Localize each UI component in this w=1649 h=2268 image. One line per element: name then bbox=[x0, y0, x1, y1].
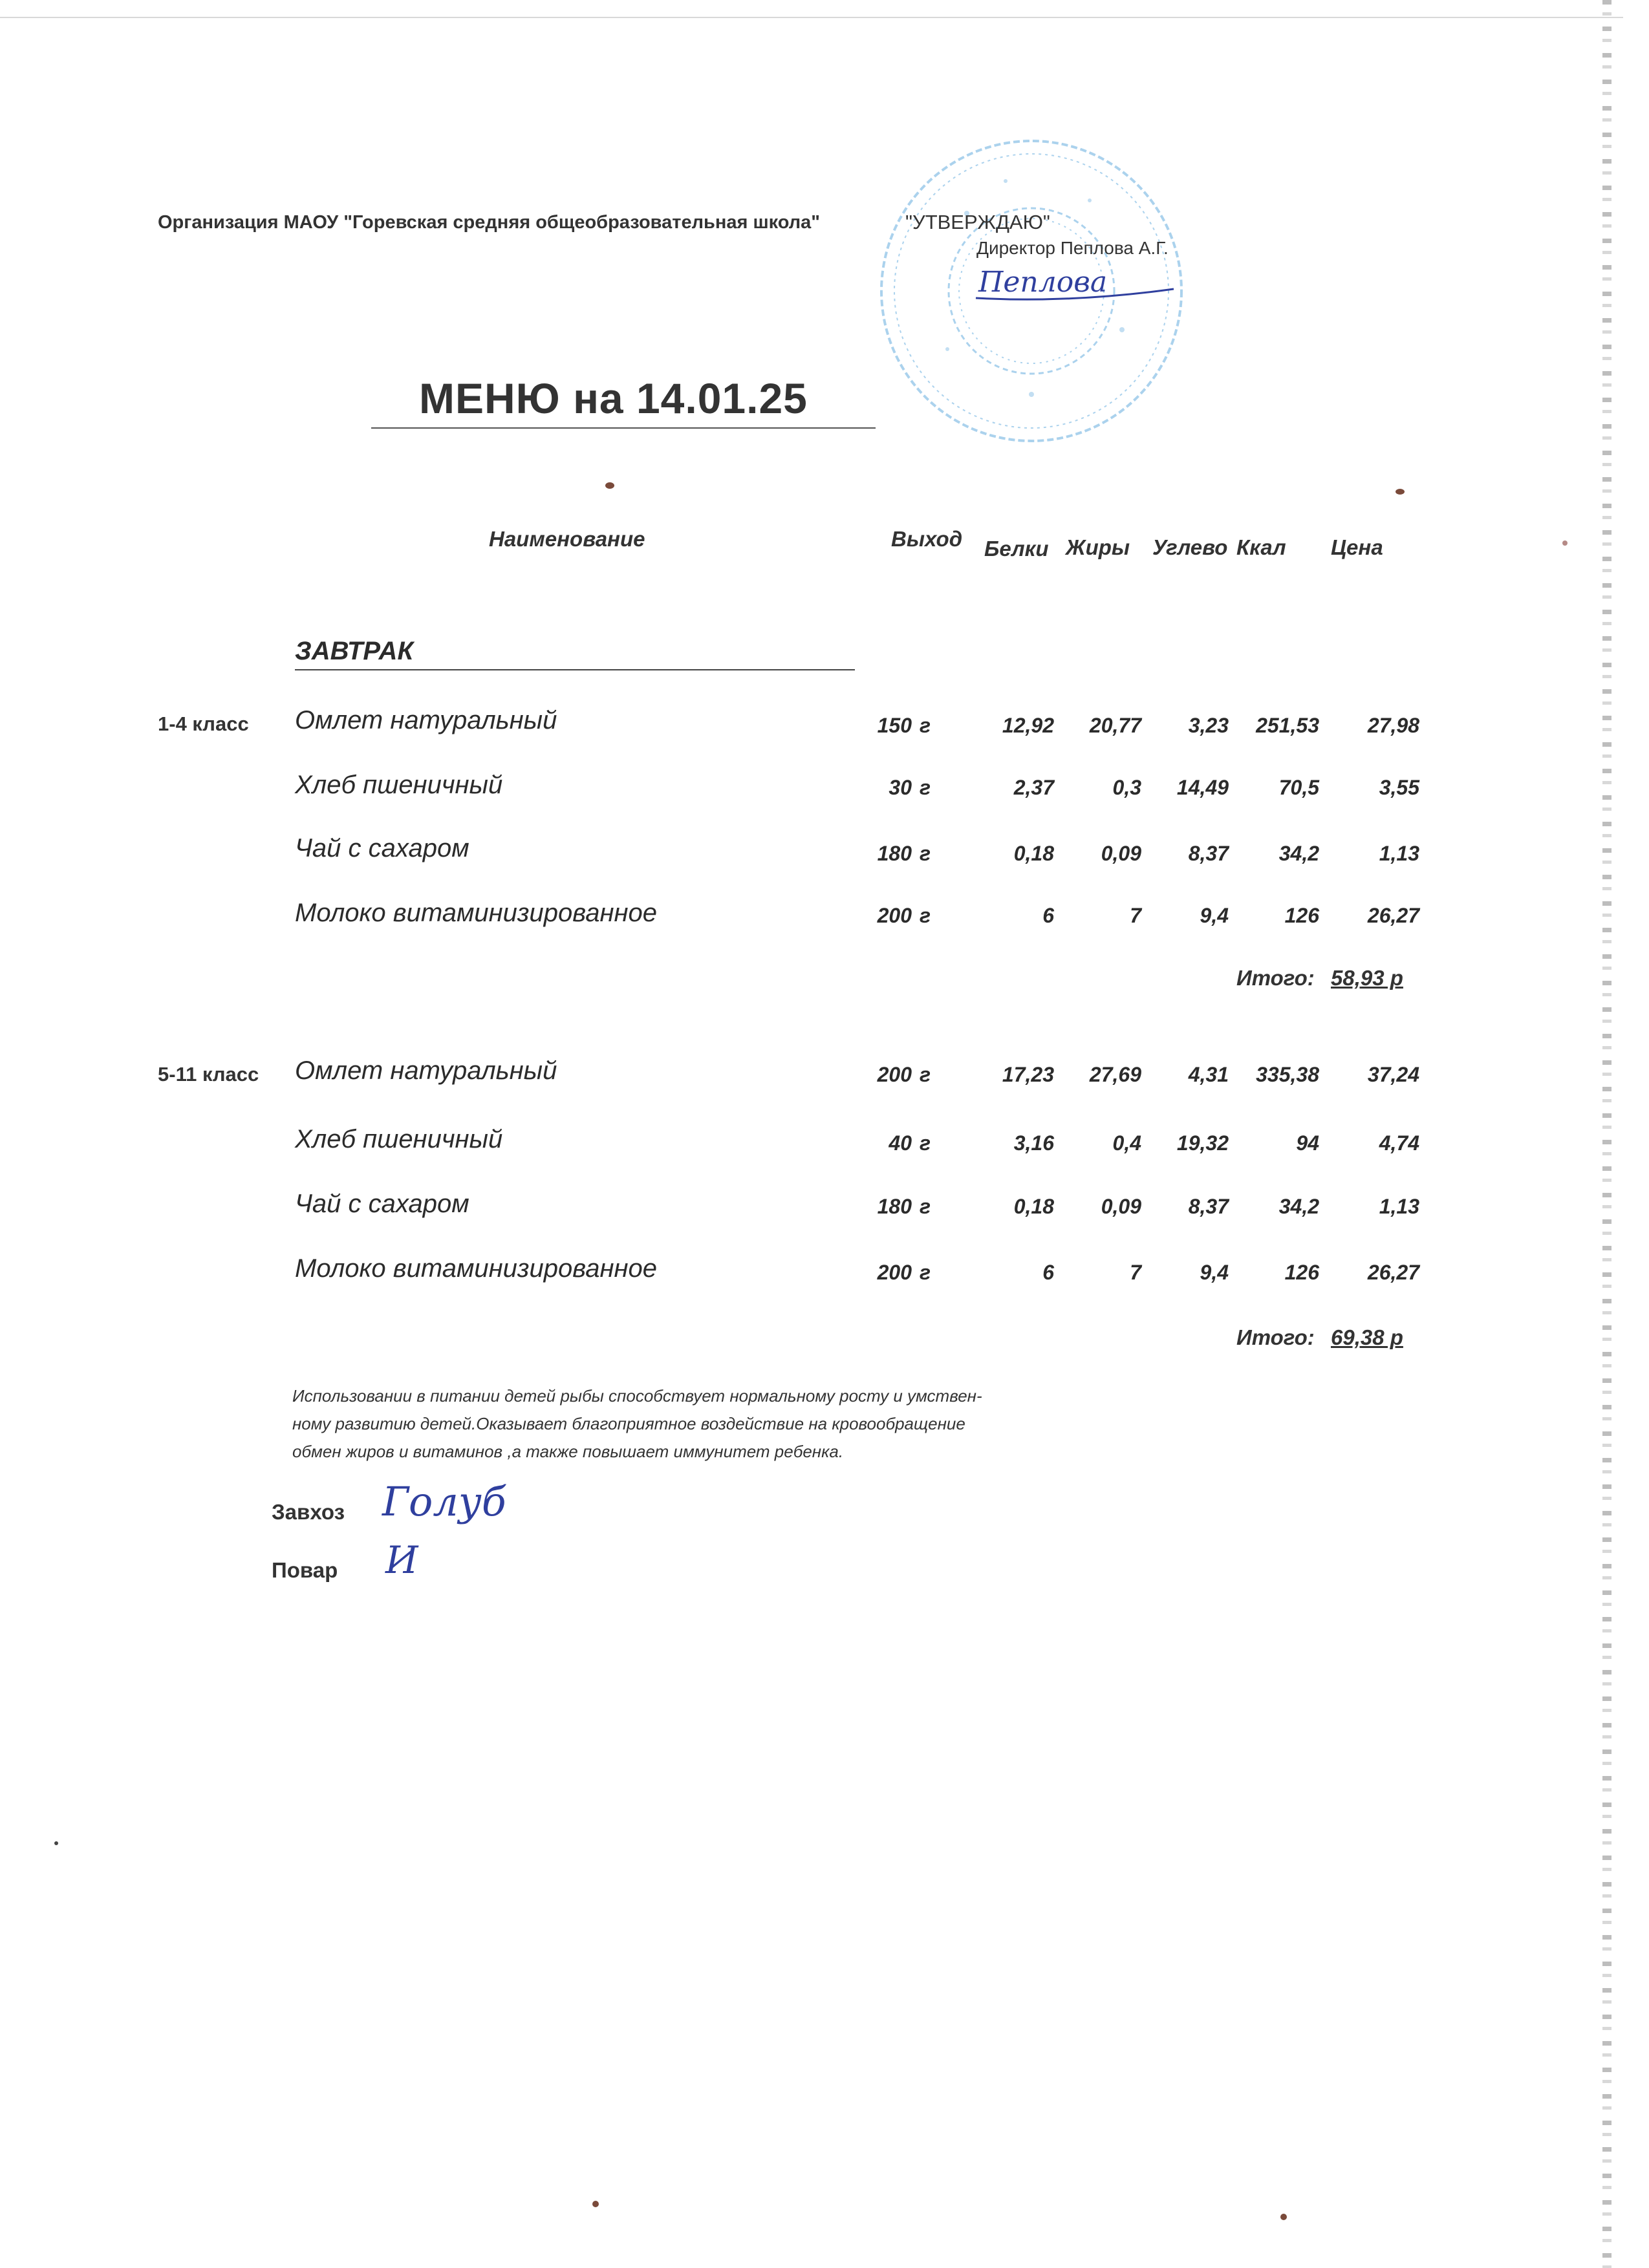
fat-value: 27,69 bbox=[1089, 1063, 1141, 1086]
kcal-value: 34,2 bbox=[1278, 1195, 1319, 1218]
output-unit: г bbox=[920, 1195, 931, 1218]
output-value: 180 bbox=[877, 1195, 912, 1218]
output-unit: г bbox=[920, 842, 931, 865]
protein-value: 3,16 bbox=[1013, 1131, 1054, 1155]
carbs-value: 4,31 bbox=[1188, 1063, 1229, 1086]
scan-speck bbox=[1280, 2214, 1287, 2220]
protein-value: 6 bbox=[1042, 904, 1054, 927]
dish-name: Молоко витаминизированное bbox=[295, 1254, 657, 1283]
col-protein-header: Белки bbox=[984, 537, 1049, 561]
cook-label: Повар bbox=[272, 1558, 338, 1582]
protein-value: 17,23 bbox=[1002, 1063, 1054, 1086]
carbs-value: 9,4 bbox=[1200, 1261, 1229, 1284]
output-value: 30 bbox=[889, 776, 912, 799]
fat-value: 20,77 bbox=[1089, 714, 1141, 737]
col-price-header: Цена bbox=[1331, 535, 1383, 559]
storekeeper-signature-text: Голуб bbox=[382, 1478, 506, 1525]
col-output-header: Выход bbox=[891, 527, 963, 551]
scan-top-line bbox=[0, 17, 1623, 18]
output-unit: г bbox=[920, 1261, 931, 1284]
price-value: 4,74 bbox=[1379, 1131, 1419, 1155]
storekeeper-signature bbox=[378, 1474, 566, 1532]
protein-value: 0,18 bbox=[1013, 842, 1054, 865]
price-value: 3,55 bbox=[1379, 776, 1419, 799]
kcal-value: 70,5 bbox=[1278, 776, 1319, 799]
price-value: 27,98 bbox=[1367, 714, 1419, 737]
kcal-value: 126 bbox=[1284, 904, 1319, 927]
output-unit: г bbox=[920, 714, 931, 737]
dish-name: Чай с сахаром bbox=[295, 834, 469, 862]
output-value: 200 bbox=[877, 1063, 912, 1086]
scan-right-edge bbox=[1602, 0, 1611, 2268]
output-unit: г bbox=[920, 904, 931, 927]
dish-name: Хлеб пшеничный bbox=[295, 1125, 503, 1153]
storekeeper-label: Завхоз bbox=[272, 1500, 345, 1524]
kcal-value: 251,53 bbox=[1256, 714, 1319, 737]
total-label: Итого: bbox=[1236, 966, 1315, 990]
price-value: 37,24 bbox=[1367, 1063, 1419, 1086]
scan-speck bbox=[605, 482, 614, 489]
col-kcal-header: Ккал bbox=[1236, 535, 1286, 559]
col-fat-header: Жиры bbox=[1066, 535, 1130, 559]
protein-value: 12,92 bbox=[1002, 714, 1054, 737]
price-value: 26,27 bbox=[1367, 904, 1419, 927]
carbs-value: 19,32 bbox=[1176, 1131, 1229, 1155]
carbs-value: 3,23 bbox=[1188, 714, 1229, 737]
organization-line: Организация МАОУ "Горевская средняя общеобразовательная школа" bbox=[158, 212, 821, 233]
price-value: 26,27 bbox=[1367, 1261, 1419, 1284]
dish-name: Омлет натуральный bbox=[295, 1056, 557, 1085]
nutrition-note bbox=[292, 1382, 982, 1466]
section-underline bbox=[295, 669, 855, 670]
fat-value: 0,09 bbox=[1101, 842, 1141, 865]
kcal-value: 126 bbox=[1284, 1261, 1319, 1284]
output-value: 40 bbox=[889, 1131, 912, 1155]
protein-value: 2,37 bbox=[1013, 776, 1054, 799]
director-signature bbox=[973, 262, 1180, 307]
fat-value: 7 bbox=[1130, 1261, 1141, 1284]
fat-value: 0,4 bbox=[1112, 1131, 1141, 1155]
director-line: Директор Пеплова А.Г. bbox=[976, 238, 1169, 258]
total-value: 69,38 р bbox=[1331, 1325, 1403, 1349]
title-underline bbox=[371, 427, 876, 429]
output-unit: г bbox=[920, 1131, 931, 1155]
protein-value: 6 bbox=[1042, 1261, 1054, 1284]
kcal-value: 34,2 bbox=[1278, 842, 1319, 865]
dish-name: Омлет натуральный bbox=[295, 706, 557, 734]
output-value: 200 bbox=[877, 1261, 912, 1284]
col-carbs-header: Углево bbox=[1152, 535, 1228, 559]
carbs-value: 8,37 bbox=[1188, 1195, 1229, 1218]
kcal-value: 335,38 bbox=[1256, 1063, 1319, 1086]
kcal-value: 94 bbox=[1296, 1131, 1319, 1155]
class-label: 5-11 класс bbox=[158, 1063, 259, 1086]
output-value: 150 bbox=[877, 714, 912, 737]
cook-signature-text: И bbox=[385, 1538, 418, 1582]
scan-speck bbox=[1562, 540, 1568, 546]
carbs-value: 8,37 bbox=[1188, 842, 1229, 865]
dish-name: Молоко витаминизированное bbox=[295, 899, 657, 927]
output-unit: г bbox=[920, 1063, 931, 1086]
cook-signature bbox=[382, 1535, 459, 1587]
col-name-header: Наименование bbox=[489, 527, 645, 551]
note-line: обмен жиров и витаминов ,а также повышает иммунитет ребенка. bbox=[292, 1442, 844, 1461]
class-label: 1-4 класс bbox=[158, 712, 249, 735]
protein-value: 0,18 bbox=[1013, 1195, 1054, 1218]
dish-name: Чай с сахаром bbox=[295, 1190, 469, 1218]
dish-name: Хлеб пшеничный bbox=[295, 771, 503, 799]
output-value: 200 bbox=[877, 904, 912, 927]
price-value: 1,13 bbox=[1379, 1195, 1419, 1218]
carbs-value: 14,49 bbox=[1176, 776, 1229, 799]
total-value: 58,93 р bbox=[1331, 966, 1403, 990]
total-label: Итого: bbox=[1236, 1325, 1315, 1349]
scan-speck bbox=[592, 2201, 599, 2207]
fat-value: 7 bbox=[1130, 904, 1141, 927]
director-signature-text: Пеплова bbox=[978, 266, 1108, 299]
carbs-value: 9,4 bbox=[1200, 904, 1229, 927]
output-value: 180 bbox=[877, 842, 912, 865]
approval-heading: "УТВЕРЖДАЮ" bbox=[905, 211, 1050, 233]
scan-speck bbox=[1396, 489, 1405, 495]
output-unit: г bbox=[920, 776, 931, 799]
scan-speck bbox=[54, 1841, 58, 1845]
fat-value: 0,09 bbox=[1101, 1195, 1141, 1218]
page-title: МЕНЮ на 14.01.25 bbox=[419, 374, 808, 422]
note-line: Использовании в питании детей рыбы способствует нормальному росту и умствен- bbox=[292, 1386, 982, 1406]
price-value: 1,13 bbox=[1379, 842, 1419, 865]
note-line: ному развитию детей.Оказывает благоприятное воздействие на кровообращение bbox=[292, 1414, 965, 1433]
fat-value: 0,3 bbox=[1112, 776, 1141, 799]
section-heading: ЗАВТРАК bbox=[295, 637, 414, 665]
